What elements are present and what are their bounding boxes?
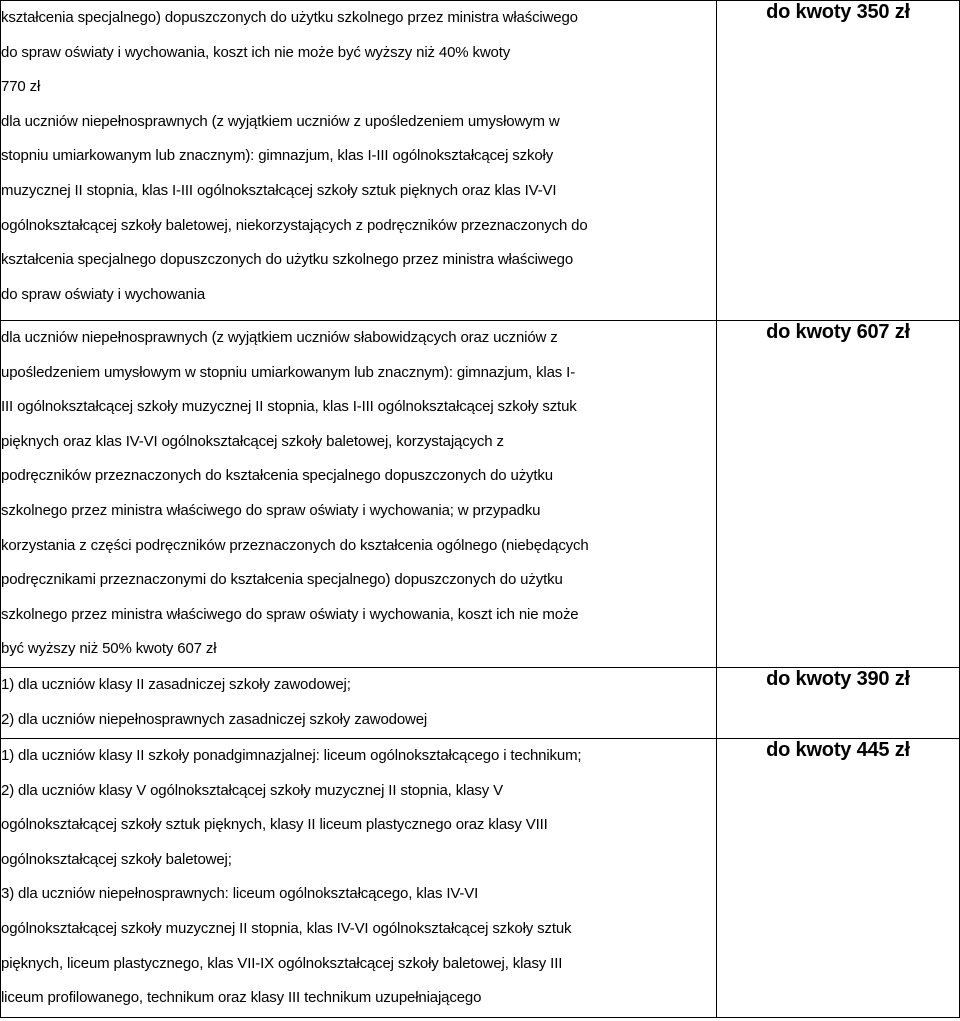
text-line: III ogólnokształcącej szkoły muzycznej II stopnia, klas I-III ogólnokształcącej szkoły sztuk (1, 398, 577, 416)
eligibility-cell (1, 1, 717, 321)
text-line: muzycznej II stopnia, klas I-III ogólnokształcącej szkoły sztuk pięknych oraz klas IV-VI (1, 181, 557, 199)
eligibility-cell (1, 667, 717, 738)
text-line: liceum profilowanego, technikum oraz klasy III technikum uzupełniającego (1, 989, 482, 1007)
text-line: stopniu umiarkowanym lub znacznym): gimnazjum, klas I-III ogólnokształcącej szkoły (1, 147, 554, 165)
amount-cell (717, 667, 960, 738)
text-line: 1) dla uczniów klasy II zasadniczej szkoły zawodowej; (1, 675, 351, 693)
amount-value: do kwoty 350 zł (766, 1, 910, 23)
text-line: być wyższy niż 50% kwoty 607 zł (1, 640, 217, 658)
eligibility-cell (1, 738, 717, 1017)
text-line: 770 zł (1, 78, 41, 96)
amount-cell (717, 321, 960, 668)
text-line: pięknych, liceum plastycznego, klas VII-IX ogólnokształcącej szkoły baletowej, klasy III (1, 954, 563, 972)
text-line: upośledzeniem umysłowym w stopniu umiarkowanym lub znacznym): gimnazjum, klas I- (1, 363, 576, 381)
table-row (1, 667, 960, 738)
text-line: 3) dla uczniów niepełnosprawnych: liceum ogólnokształcącego, klas IV-VI (1, 885, 479, 903)
amount-value: do kwoty 607 zł (766, 321, 910, 343)
text-line: podręcznikami przeznaczonymi do kształcenia specjalnego) dopuszczonych do użytku (1, 571, 563, 589)
text-line: szkolnego przez ministra właściwego do spraw oświaty i wychowania; w przypadku (1, 501, 541, 519)
text-line: korzystania z części podręczników przeznaczonych do kształcenia ogólnego (niebędących (1, 536, 589, 554)
text-line: ogólnokształcącej szkoły baletowej, niekorzystających z podręczników przeznaczonych do (1, 216, 588, 234)
text-line: podręczników przeznaczonych do kształcenia specjalnego dopuszczonych do użytku (1, 467, 553, 485)
text-line: 1) dla uczniów klasy II szkoły ponadgimnazjalnej: liceum ogólnokształcącego i technikum; (1, 746, 582, 764)
text-line: pięknych oraz klas IV-VI ogólnokształcącej szkoły baletowej, korzystających z (1, 432, 504, 450)
text-line: do spraw oświaty i wychowania (1, 285, 206, 303)
table-row (1, 321, 960, 668)
amount-value: do kwoty 390 zł (766, 667, 910, 690)
text-line: szkolnego przez ministra właściwego do spraw oświaty i wychowania, koszt ich nie może (1, 605, 579, 623)
text-line: dla uczniów niepełnosprawnych (z wyjątkiem uczniów słabowidzących oraz uczniów z (1, 329, 558, 346)
text-line: 2) dla uczniów niepełnosprawnych zasadniczej szkoły zawodowej (1, 710, 428, 728)
amount-cell (717, 738, 960, 1017)
text-line: ogólnokształcącej szkoły baletowej; (1, 850, 232, 868)
text-line: 2) dla uczniów klasy V ogólnokształcącej szkoły muzycznej II stopnia, klasy V (1, 781, 504, 799)
text-line: kształcenia specjalnego) dopuszczonych do użytku szkolnego przez ministra właściwego (1, 9, 578, 26)
eligibility-cell (1, 321, 717, 668)
text-line: dla uczniów niepełnosprawnych (z wyjątkiem uczniów z upośledzeniem umysłowym w (1, 112, 560, 130)
amount-cell (717, 1, 960, 321)
table-row (1, 1, 960, 321)
text-line: do spraw oświaty i wychowania, koszt ich nie może być wyższy niż 40% kwoty (1, 43, 511, 61)
table-row (1, 738, 960, 1017)
amount-value: do kwoty 445 zł (766, 738, 910, 761)
text-line: kształcenia specjalnego dopuszczonych do użytku szkolnego przez ministra właściwego (1, 251, 574, 269)
text-line: ogólnokształcącej szkoły sztuk pięknych, klasy II liceum plastycznego oraz klasy VIII (1, 816, 548, 834)
text-line: ogólnokształcącej szkoły muzycznej II stopnia, klas IV-VI ogólnokształcącej szkoły sztuk (1, 919, 572, 937)
